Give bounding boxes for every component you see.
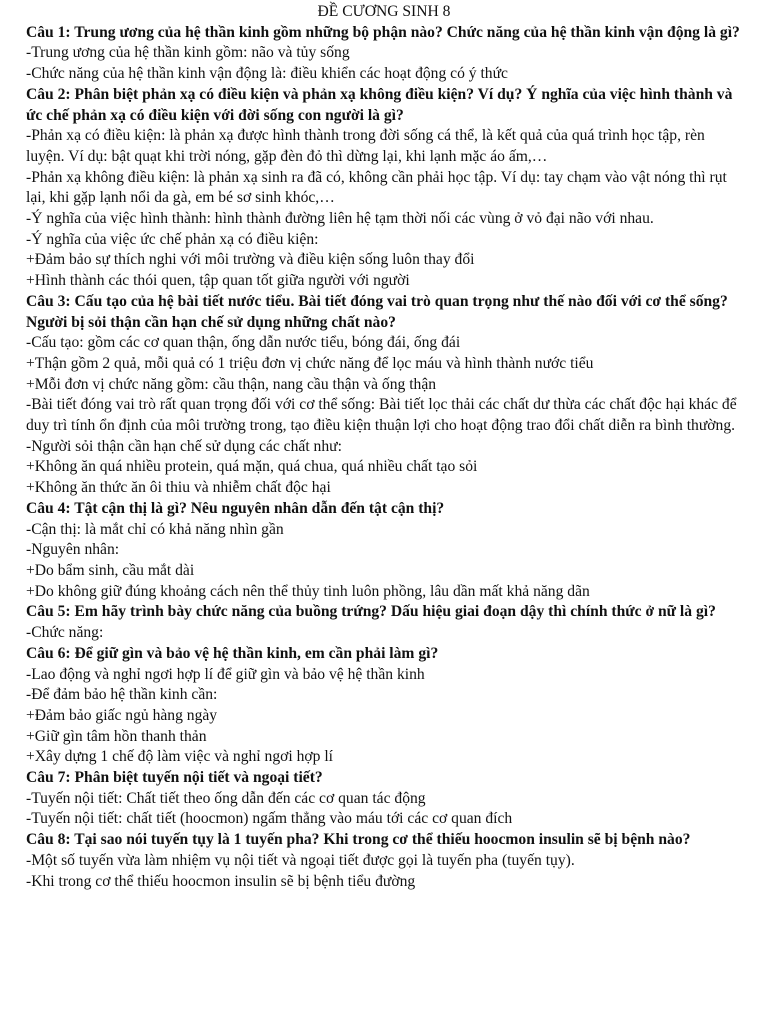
answer-line: +Đảm bảo giấc ngủ hàng ngày — [26, 706, 218, 724]
answer-line: +Xây dựng 1 chế độ làm việc và nghỉ ngơi hợp lí — [26, 748, 334, 766]
answer-line: -Cấu tạo: gồm các cơ quan thận, ống dẫn nước tiểu, bóng đái, ống đái — [26, 334, 461, 352]
question-6: Câu 6: Để giữ gìn và bảo vệ hệ thần kinh, em cần phải làm gì? — [26, 644, 439, 662]
document-title: ĐỀ CƯƠNG SINH 8 — [317, 3, 451, 20]
answer-line: -Cận thị: là mắt chỉ có khả năng nhìn gần — [26, 520, 284, 538]
answer-line: +Mỗi đơn vị chức năng gồm: cầu thận, nang cầu thận và ống thận — [26, 375, 437, 393]
answer-line: +Thận gồm 2 quả, mỗi quả có 1 triệu đơn vị chức năng để lọc máu và hình thành nước tiểu — [26, 354, 594, 372]
answer-line: -Trung ương của hệ thần kinh gồm: não và tủy sống — [26, 44, 350, 62]
answer-line: -Người sỏi thận cần hạn chế sử dụng các chất như: — [26, 437, 342, 455]
question-8: Câu 8: Tại sao nói tuyến tụy là 1 tuyến pha? Khi trong cơ thể thiếu hoocmon insulin sẽ bị bệnh nào? — [26, 831, 691, 849]
answer-line: -Phản xạ không điều kiện: là phản xạ sinh ra đã có, không cần phải học tập. Ví dụ: tay chạm vào vật nóng thì rụt lại, khi gặp lạnh nổi da gà, em bé sơ sinh khóc,… — [26, 168, 727, 207]
answer-line: -Ý nghĩa của việc ức chế phản xạ có điều kiện: — [26, 230, 319, 248]
answer-line: +Giữ gìn tâm hồn thanh thản — [26, 727, 207, 745]
answer-line: -Một số tuyến vừa làm nhiệm vụ nội tiết và ngoại tiết được gọi là tuyến pha (tuyến tụy). — [26, 851, 575, 869]
answer-line: -Để đảm bảo hệ thần kinh cần: — [26, 686, 218, 704]
answer-line: +Hình thành các thói quen, tập quan tốt giữa người với người — [26, 272, 410, 290]
answer-line: -Tuyến nội tiết: Chất tiết theo ống dẫn đến các cơ quan tác động — [26, 789, 426, 807]
question-2: Câu 2: Phân biệt phản xạ có điều kiện và phản xạ không điều kiện? Ví dụ? Ý nghĩa của việc hình thành và ức chế phản xạ có điều kiện với đời sống con người là gì? — [26, 85, 733, 124]
answer-line: +Do không giữ đúng khoảng cách nên thể thủy tinh luôn phồng, lâu dần mất khả năng dãn — [26, 582, 590, 600]
answer-line: +Không ăn thức ăn ôi thiu và nhiễm chất độc hại — [26, 479, 331, 497]
answer-line: +Không ăn quá nhiều protein, quá mặn, quá chua, quá nhiều chất tạo sỏi — [26, 458, 478, 476]
question-5: Câu 5: Em hãy trình bày chức năng của buồng trứng? Dấu hiệu giai đoạn dậy thì chính thức ở nữ là gì? — [26, 603, 716, 621]
answer-line: -Phản xạ có điều kiện: là phản xạ được hình thành trong đời sống cá thể, là kết quả của quá trình học tập, rèn luyện. Ví dụ: bật quạt khi trời nóng, gặp đèn đỏ thì dừng lại, khi lạnh mặc áo ấm,… — [26, 127, 705, 165]
answer-line: -Ý nghĩa của việc hình thành: hình thành đường liên hệ tạm thời nối các vùng ở vỏ đại não với nhau. — [26, 210, 654, 228]
answer-line: -Nguyên nhân: — [26, 541, 120, 559]
answer-line: -Lao động và nghỉ ngơi hợp lí để giữ gìn và bảo vệ hệ thần kinh — [26, 665, 425, 683]
question-3: Câu 3: Cấu tạo của hệ bài tiết nước tiểu. Bài tiết đóng vai trò quan trọng như thế nào đối với cơ thể sống? Người bị sỏi thận cần hạn chế sử dụng những chất nào? — [26, 292, 728, 331]
question-1: Câu 1: Trung ương của hệ thần kinh gồm những bộ phận nào? Chức năng của hệ thần kinh vận động là gì? — [26, 23, 740, 41]
question-4: Câu 4: Tật cận thị là gì? Nêu nguyên nhân dẫn đến tật cận thị? — [26, 499, 445, 517]
answer-line: -Bài tiết đóng vai trò rất quan trọng đối với cơ thể sống: Bài tiết lọc thải các chất dư thừa các chất độc hại khác để duy trì tính ổn định của môi trường trong, tạo điều kiện thuận lợi cho hoạt động trao đổi chất diễn ra bình thường. — [26, 396, 737, 435]
answer-line: -Tuyến nội tiết: chất tiết (hoocmon) ngấm thẳng vào máu tới các cơ quan đích — [26, 810, 513, 828]
answer-line: -Chức năng của hệ thần kinh vận động là: điều khiển các hoạt động có ý thức — [26, 65, 508, 83]
question-7: Câu 7: Phân biệt tuyến nội tiết và ngoại tiết? — [26, 769, 323, 787]
answer-line: +Do bẩm sinh, cầu mắt dài — [26, 561, 195, 579]
answer-line: -Khi trong cơ thể thiếu hoocmon insulin sẽ bị bệnh tiểu đường — [26, 872, 416, 890]
answer-line: +Đảm bảo sự thích nghi với môi trường và điều kiện sống luôn thay đổi — [26, 251, 475, 269]
answer-line: -Chức năng: — [26, 624, 104, 642]
